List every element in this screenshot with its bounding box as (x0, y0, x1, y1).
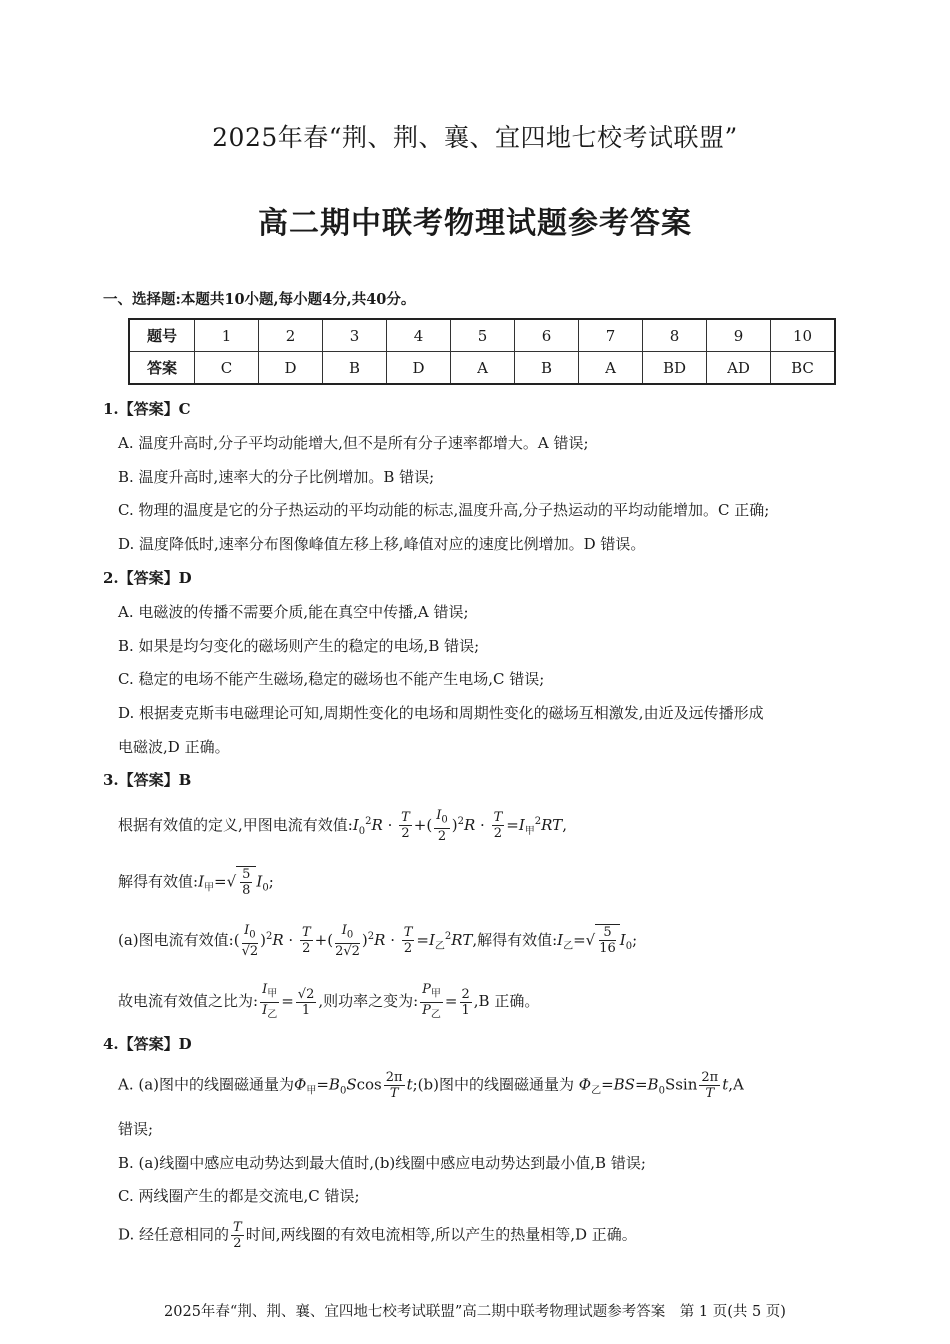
answer-table (128, 318, 836, 385)
q2-option-a: A. 电磁波的传播不需要介质,能在真空中传播,A 错误; (118, 603, 469, 621)
answer-cell: BD (643, 352, 707, 385)
q3-line-2: 解得有效值$:I_甲=√$ $\frac{5}{8}$ $I_0$; (118, 867, 274, 898)
exam-alliance-title: 2025年春“荆、荆、襄、宜四地七校考试联盟” (212, 123, 738, 152)
q1-option-d: D. 温度降低时,速率分布图像峰值左移上移,峰值对应的速度比例增加。D 错误。 (118, 535, 646, 553)
q4-option-c: C. 两线圈产生的都是交流电,C 错误; (118, 1187, 360, 1205)
q1-option-a: A. 温度升高时,分子平均动能增大,但不是所有分子速率都增大。A 错误; (118, 434, 589, 452)
question-number: 10 (771, 319, 836, 352)
q4-option-d: D. 经任意相同的 $\frac{T}{2}$ 时间,两线圈的有效电流相等,所以产生的热量相等,D 正确。 (118, 1220, 637, 1251)
answer-cell: B (515, 352, 579, 385)
answer-cell: BC (771, 352, 836, 385)
q2-answer-label: 2.【答案】D (103, 569, 192, 587)
answer-cell: C (195, 352, 259, 385)
question-number: 9 (707, 319, 771, 352)
table-row (129, 352, 835, 385)
question-number: 7 (579, 319, 643, 352)
table-row (129, 319, 835, 352)
q2-option-d-cont: 电磁波,D 正确。 (118, 738, 230, 756)
q4-option-a-cont: 错误; (118, 1120, 154, 1138)
question-number: 4 (387, 319, 451, 352)
row-label-number: 题号 (129, 319, 195, 352)
q3-line-4: 故电流有效值之比为: $\frac{I_甲}{I_乙}$ = $\frac{√2}{1}$ ,则功率之变为: $\frac{P_甲}{P_乙}$ = $\frac{2}{1}$ ,B 正确。 (118, 982, 540, 1021)
answer-cell: B (323, 352, 387, 385)
answer-cell: A (579, 352, 643, 385)
q4-answer-label: 4.【答案】D (103, 1035, 192, 1053)
q3-line-3: (a)图电流有效值:( $\frac{I_0}{√2}$ )$^2$R · $\frac{T}{2}$ +( $\frac{I_0}{2√2}$ )$^2$R · $\frac{T}{2}$ $=I_乙^2RT$,解得有效值$:I_乙=√$ $\frac{5}{16}$ $I_0$; (118, 923, 638, 959)
document-title: 高二期中联考物理试题参考答案 (258, 206, 692, 241)
answer-cell: D (387, 352, 451, 385)
answer-cell: AD (707, 352, 771, 385)
question-number: 8 (643, 319, 707, 352)
question-number: 5 (451, 319, 515, 352)
page-footer: 2025年春“荆、荆、襄、宜四地七校考试联盟”高二期中联考物理试题参考答案 第 1 页(共 5 页) (164, 1304, 786, 1320)
q3-answer-label: 3.【答案】B (103, 771, 192, 789)
question-number: 1 (195, 319, 259, 352)
question-number: 3 (323, 319, 387, 352)
q3-line-1: 根据有效值的定义,甲图电流有效值$:I_0^2R$ · $\frac{T}{2}$ +( $\frac{I_0}{2}$ )$^2$R · $\frac{T}{2}$ $=I_甲^2RT$, (118, 808, 567, 844)
q2-option-d: D. 根据麦克斯韦电磁理论可知,周期性变化的电场和周期性变化的磁场互相激发,由近及远传播形成 (118, 704, 764, 722)
answer-cell: D (259, 352, 323, 385)
section-heading: 一、选择题:本题共10小题,每小题4分,共40分。 (103, 291, 416, 308)
answer-cell: A (451, 352, 515, 385)
q1-answer-label: 1.【答案】C (103, 400, 191, 418)
q4-option-a: A. (a)图中的线圈磁通量为$\Phi_甲=B_0Scos$ $\frac{2\pi}{T}$ t;(b)图中的线圈磁通量为 $\Phi_乙=BS=B_0Ssin$ $\frac{2\pi}{T}$ t,A (118, 1070, 744, 1101)
question-number: 2 (259, 319, 323, 352)
question-number: 6 (515, 319, 579, 352)
q2-option-c: C. 稳定的电场不能产生磁场,稳定的磁场也不能产生电场,C 错误; (118, 670, 545, 688)
q4-option-b: B. (a)线圈中感应电动势达到最大值时,(b)线圈中感应电动势达到最小值,B 错误; (118, 1154, 646, 1172)
row-label-answer: 答案 (129, 352, 195, 385)
q2-option-b: B. 如果是均匀变化的磁场则产生的稳定的电场,B 错误; (118, 637, 480, 655)
q1-option-b: B. 温度升高时,速率大的分子比例增加。B 错误; (118, 468, 435, 486)
q1-option-c: C. 物理的温度是它的分子热运动的平均动能的标志,温度升高,分子热运动的平均动能增加。C 正确; (118, 501, 770, 519)
